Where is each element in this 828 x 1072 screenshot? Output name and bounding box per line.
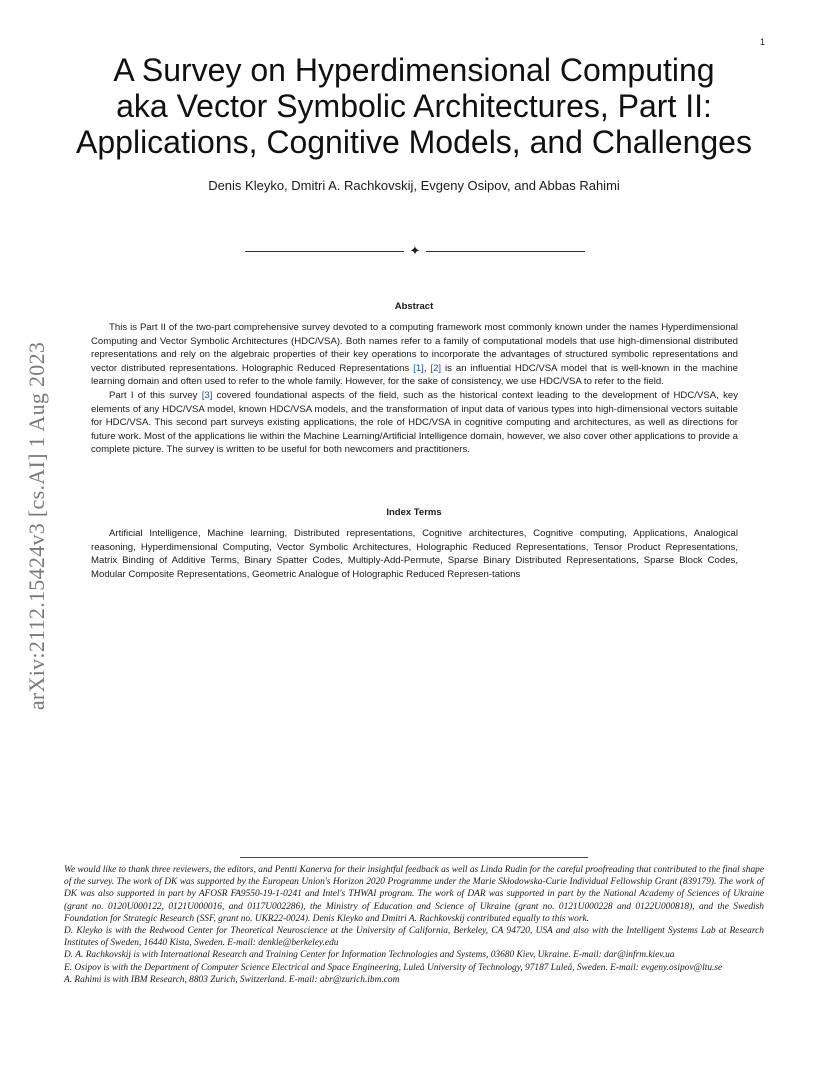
abstract-p1-text-a: This is Part II of the two-part comprehensive survey devoted to a computing framework most commonly known under the names Hyperdimensional Computing and Vector Symbolic Architectures (HDC/VSA). Both names refer to a family of computational models that use high-dimensional distributed representations and rely on the algebraic properties of their key operations to incorporate the advantages of structured symbolic representations and vector distributed representations. Holographic Reduced Representations (91, 322, 738, 374)
footnote-affiliation-rachkovskij: D. A. Rachkovskij is with International Research and Training Center for Information Technologies and Systems, 03680 Kiev, Ukraine. E-mail: dar@infrm.kiev.ua (64, 950, 675, 961)
index-terms-text: Artificial Intelligence, Machine learning, Distributed representations, Cognitive architectures, Cognitive computing, Applications, Analogical reasoning, Hyperdimensional Computing, Vector Symbolic Architectures, Holographic Reduced Representations, Tensor Product Representations, Matrix Binding of Additive Terms, Binary Spatter Codes, Multiply-Add-Permute, Sparse Binary Distributed Representations, Sparse Block Codes, Modular Composite Representations, Geometric Analogue of Holographic Reduced Represen-tations (91, 528, 738, 580)
title-separator (245, 244, 585, 258)
paper-title (60, 52, 768, 160)
separator-diamond-icon: ✦ (409, 243, 421, 258)
footnote-affiliation-rahimi: A. Rahimi is with IBM Research, 8803 Zurich, Switzerland. E-mail: abr@zurich.ibm.com (64, 974, 400, 985)
author-list: Denis Kleyko, Dmitri A. Rachkovskij, Evgeny Osipov, and Abbas Rahimi (208, 178, 620, 193)
title-line-2: aka Vector Symbolic Architectures, Part II: (116, 88, 712, 124)
index-terms-body (91, 527, 738, 581)
citation-link-2[interactable]: [2] (430, 362, 442, 374)
page-number: 1 (759, 37, 765, 47)
title-line-3: Applications, Cognitive Models, and Challenges (76, 124, 752, 160)
index-terms-heading: Index Terms (386, 507, 442, 518)
abstract-body (91, 321, 738, 457)
abstract-p2-text-a: Part I of this survey (109, 389, 202, 401)
title-line-1: A Survey on Hyperdimensional Computing (113, 52, 715, 88)
arxiv-stamp (24, 296, 50, 756)
abstract-heading: Abstract (394, 301, 434, 312)
citation-link-3[interactable]: [3] (201, 389, 213, 401)
abstract-p1-text-b: is an influential HDC/VSA model that is well-known in the machine learning domain and often used to refer to the whole family. However, for the sake of consistency, we use HDC/VSA to refer to the field. (91, 362, 739, 388)
footnotes (64, 864, 764, 986)
citation-link-1[interactable]: [1] (413, 362, 424, 374)
abstract-paragraph-1 (91, 321, 738, 389)
citation-separator: , (423, 362, 431, 374)
footnote-rule (240, 857, 588, 858)
abstract-p2-text-b: covered foundational aspects of the field, such as the historical context leading to the development of HDC/VSA, key elements of any HDC/VSA model, known HDC/VSA models, and the transformation of input data of various types into high-dimensional vectors suitable for HDC/VSA. This second part surveys existing applications, the role of HDC/VSA in cognitive computing and architectures, as well as directions for future work. Most of the applications lie within the Machine Learning/Artificial Intelligence domain, however, we also cover other applications to provide a complete picture. The survey is written to be useful for both newcomers and practitioners. (91, 389, 738, 456)
separator-rule-right (426, 251, 585, 252)
footnote-affiliation-kleyko: D. Kleyko is with the Redwood Center for Theoretical Neuroscience at the University of California, Berkeley, CA 94720, USA and also with the Intelligent Systems Lab at Research Institutes of Sweden, 16440 Kista, Sweden. E-mail: denkle@berkeley.edu (64, 926, 764, 949)
abstract-paragraph-2 (91, 389, 738, 457)
footnote-acknowledgment: We would like to thank three reviewers, the editors, and Pentti Kanerva for their insightful feedback as well as Linda Rudin for the careful proofreading that contributed to the final shape of the survey. The work of DK was supported by the European Union's Horizon 2020 Programme under the Marie Skłodowska-Curie Individual Fellowship Grant (839179). The work of DK was also supported in part by AFOSR FA9550-19-1-0241 and Intel's THWAI program. The work of DAR was supported in part by the National Academy of Sciences of Ukraine (grant no. 0120U000122, 0121U000016, and 0117U002286), the Ministry of Education and Science of Ukraine (grant no. 0121U000228 and 0122U000818), and the Swedish Foundation for Strategic Research (SSF, grant no. UKR22-0024). Denis Kleyko and Dmitri A. Rachkovskij contributed equally to this work. (64, 865, 764, 924)
footnote-affiliation-osipov: E. Osipov is with the Department of Computer Science Electrical and Space Engineering, Luleå University of Technology, 97187 Luleå, Sweden. E-mail: evgeny.osipov@ltu.se (64, 962, 723, 973)
separator-rule-left (245, 251, 404, 252)
arxiv-identifier: arXiv:2112.15424v3 [cs.AI] 1 Aug 2023 (24, 341, 50, 711)
